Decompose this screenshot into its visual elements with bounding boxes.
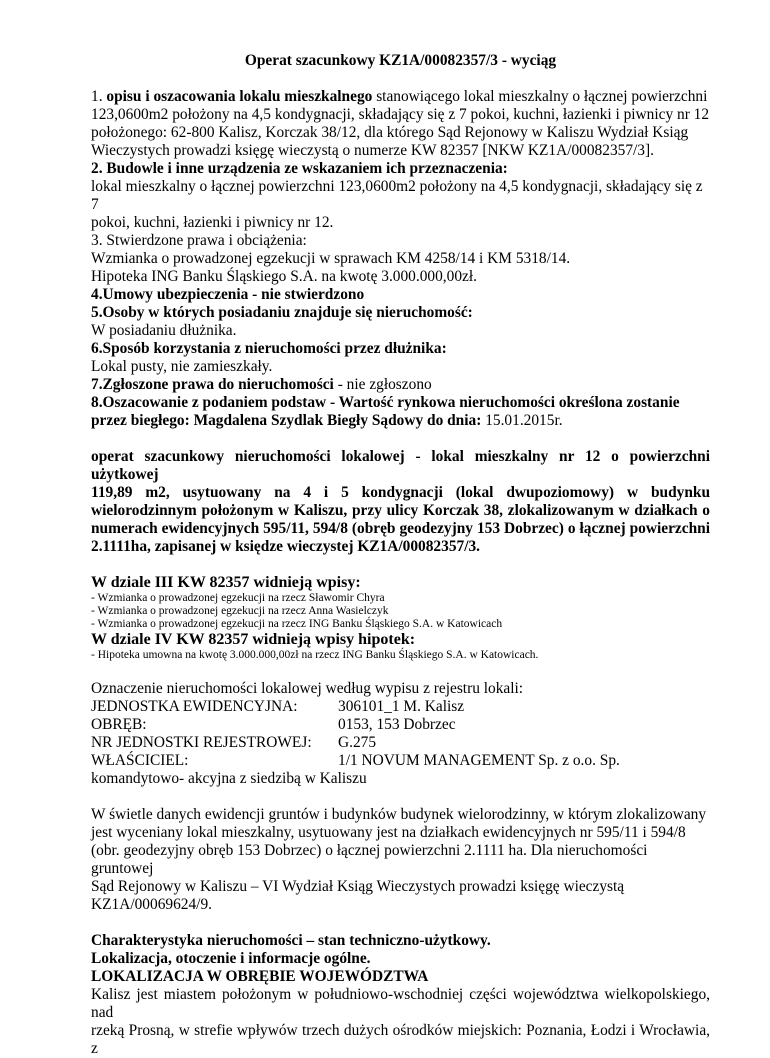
section-8-date: 15.01.2015r.	[481, 412, 563, 429]
spacer	[91, 788, 710, 806]
section-7	[91, 376, 710, 394]
charakterystyka-headings	[91, 932, 710, 986]
section-6	[91, 340, 710, 376]
section-8-line-1: 8.Oszacowanie z podaniem podstaw - Wartość rynkowa nieruchomości określona zostanie	[91, 394, 680, 411]
section-6-line-1: Lokal pusty, nie zamieszkały.	[91, 358, 273, 375]
registry-owner-continuation: komandytowo- akcyjna z siedzibą w Kaliszu	[91, 770, 367, 787]
registry	[91, 680, 710, 788]
section-3	[91, 232, 710, 286]
swietle-line-5: KZ1A/00069624/9.	[91, 896, 212, 913]
section-1-label: opisu i oszacowania lokalu mieszkalnego	[106, 88, 373, 105]
section-1	[91, 88, 710, 160]
swietle-line-3: (obr. geodezyjny obręb 153 Dobrzec) o łącznej powierzchni 2.1111 ha. Dla nieruchomości gruntowej	[91, 842, 648, 877]
dzial-4-heading: W dziale IV KW 82357 widnieją wpisy hipotek:	[91, 631, 416, 648]
section-5-line-1: W posiadaniu dłużnika.	[91, 322, 237, 339]
section-6-label: 6.Sposób korzystania z nieruchomości przez dłużnika:	[91, 340, 447, 357]
section-2	[91, 160, 710, 232]
section-1-line-4: Wieczystych prowadzi księgę wieczystą o numerze KW 82357 [NKW KZ1A/00082357/3].	[91, 142, 654, 159]
registry-value: G.275	[338, 734, 377, 751]
dzial-4-item: - Hipoteka umowna na kwotę 3.000.000,00zł na rzecz ING Banku Śląskiego S.A. w Katowicach.	[91, 649, 539, 661]
dzial-3-item: - Wzmianka o prowadzonej egzekucji na rzecz Sławomir Chyra	[91, 592, 385, 604]
dzial-3-item: - Wzmianka o prowadzonej egzekucji na rzecz Anna Wasielczyk	[91, 605, 389, 617]
dzial-3-item: - Wzmianka o prowadzonej egzekucji na rzecz ING Banku Śląskiego S.A. w Katowicach	[91, 618, 503, 630]
operat-paragraph	[91, 448, 710, 556]
kalisz-line-1: Kalisz jest miastem położonym w południowo-wschodniej części województwa wielkopolskiego, nad	[91, 986, 710, 1021]
dzial-4	[91, 631, 710, 662]
section-1-line-2: 123,0600m2 położony na 4,5 kondygnacji, składający się z 7 pokoi, kuchni, łazienki i piwnicy nr 12	[91, 106, 710, 123]
swietle-paragraph	[91, 806, 710, 914]
spacer	[91, 430, 710, 448]
operat-line-4: numerach ewidencyjnych 595/11, 594/8 (obręb geodezyjny 153 Dobrzec) o łącznej powierzchni	[91, 520, 710, 537]
swietle-line-1: W świetle danych ewidencji gruntów i budynków budynek wielorodzinny, w którym zlokalizowany	[91, 806, 707, 823]
document-title: Operat szacunkowy KZ1A/00082357/3 - wyciąg	[244, 52, 557, 69]
section-3-line-1: Wzmianka o prowadzonej egzekucji w sprawach KM 4258/14 i KM 5318/14.	[91, 250, 571, 267]
registry-intro: Oznaczenie nieruchomości lokalowej według wypisu z rejestru lokali:	[91, 680, 524, 697]
kalisz-line-2: rzeką Prosną, w strefie wpływów trzech dużych ośrodków miejskich: Poznania, Łodzi i Wrocławia, z	[91, 1022, 710, 1057]
dzial-3-heading: W dziale III KW 82357 widnieją wpisy:	[91, 574, 361, 591]
lokalizacja-heading: Lokalizacja, otoczenie i informacje ogólne.	[91, 950, 371, 967]
section-1-line-1	[91, 88, 710, 106]
section-1-line-3: położonego: 62-800 Kalisz, Korczak 38/12, dla którego Sąd Rejonowy w Kaliszu Wydział Ksiąg	[91, 124, 689, 141]
section-8-expert: przez biegłego: Magdalena Szydlak Biegły Sądowy do dnia:	[91, 412, 482, 429]
registry-key: NR JEDNOSTKI REJESTROWEJ:	[91, 734, 312, 751]
section-3-line-2: Hipoteka ING Banku Śląskiego S.A. na kwotę 3.000.000,00zł.	[91, 268, 477, 285]
swietle-line-4: Sąd Rejonowy w Kaliszu – VI Wydział Ksiąg Wieczystych prowadzi księgę wieczystą	[91, 878, 625, 895]
operat-line-5: 2.1111ha, zapisanej w księdze wieczystej KZ1A/00082357/3.	[91, 538, 481, 555]
operat-line-1: operat szacunkowy nieruchomości lokalowej - lokal mieszkalny nr 12 o powierzchni użytkowej	[91, 448, 710, 483]
section-5	[91, 304, 710, 340]
section-1-number: 1.	[91, 88, 107, 105]
registry-key: JEDNOSTKA EWIDENCYJNA:	[91, 698, 298, 715]
charakterystyka-heading: Charakterystyka nieruchomości – stan techniczno-użytkowy.	[91, 932, 491, 949]
operat-line-3: wielorodzinnym położonym w Kaliszu, przy ulicy Korczak 38, zlokalizowanym w działkach o	[91, 502, 710, 519]
operat-line-2: 119,89 m2, usytuowany na 4 i 5 kondygnacji (lokal dwupoziomowy) w budynku	[91, 484, 710, 501]
section-2-label: 2. Budowle i inne urządzenia ze wskazaniem ich przeznaczenia:	[91, 160, 508, 177]
section-8-line-2	[91, 412, 710, 430]
registry-key: WŁAŚCICIEL:	[91, 752, 189, 769]
spacer	[91, 556, 710, 574]
registry-value: 0153, 153 Dobrzec	[338, 716, 456, 733]
registry-table	[91, 698, 710, 770]
section-5-label: 5.Osoby w których posiadaniu znajduje się nieruchomość:	[91, 304, 473, 321]
section-1-line-1-rest: stanowiącego lokal mieszkalny o łącznej powierzchni	[372, 88, 708, 105]
section-7-rest: - nie zgłoszono	[333, 376, 432, 393]
spacer	[91, 914, 710, 932]
registry-key: OBRĘB:	[91, 716, 147, 733]
section-8	[91, 394, 710, 430]
section-2-line-1: lokal mieszkalny o łącznej powierzchni 123,0600m2 położony na 4,5 kondygnacji, składający się z 7	[91, 178, 703, 213]
dzial-3	[91, 574, 710, 631]
registry-value: 306101_1 M. Kalisz	[338, 698, 465, 715]
section-7-label: 7.Zgłoszone prawa do nieruchomości	[91, 376, 334, 393]
section-3-label: 3. Stwierdzone prawa i obciążenia:	[91, 232, 307, 249]
spacer	[91, 662, 710, 680]
lokalizacja-wojewodztwa-heading: LOKALIZACJA W OBRĘBIE WOJEWÓDZTWA	[91, 968, 429, 985]
section-4-label: 4.Umowy ubezpieczenia - nie stwierdzono	[91, 286, 365, 303]
kalisz-paragraph	[91, 986, 710, 1058]
swietle-line-2: jest wyceniany lokal mieszkalny, usytuowany jest na działkach ewidencyjnych nr 595/11 i 594/8	[91, 824, 686, 841]
registry-value: 1/1 NOVUM MANAGEMENT Sp. z o.o. Sp.	[338, 752, 620, 769]
section-2-line-2: pokoi, kuchni, łazienki i piwnicy nr 12.	[91, 214, 334, 231]
